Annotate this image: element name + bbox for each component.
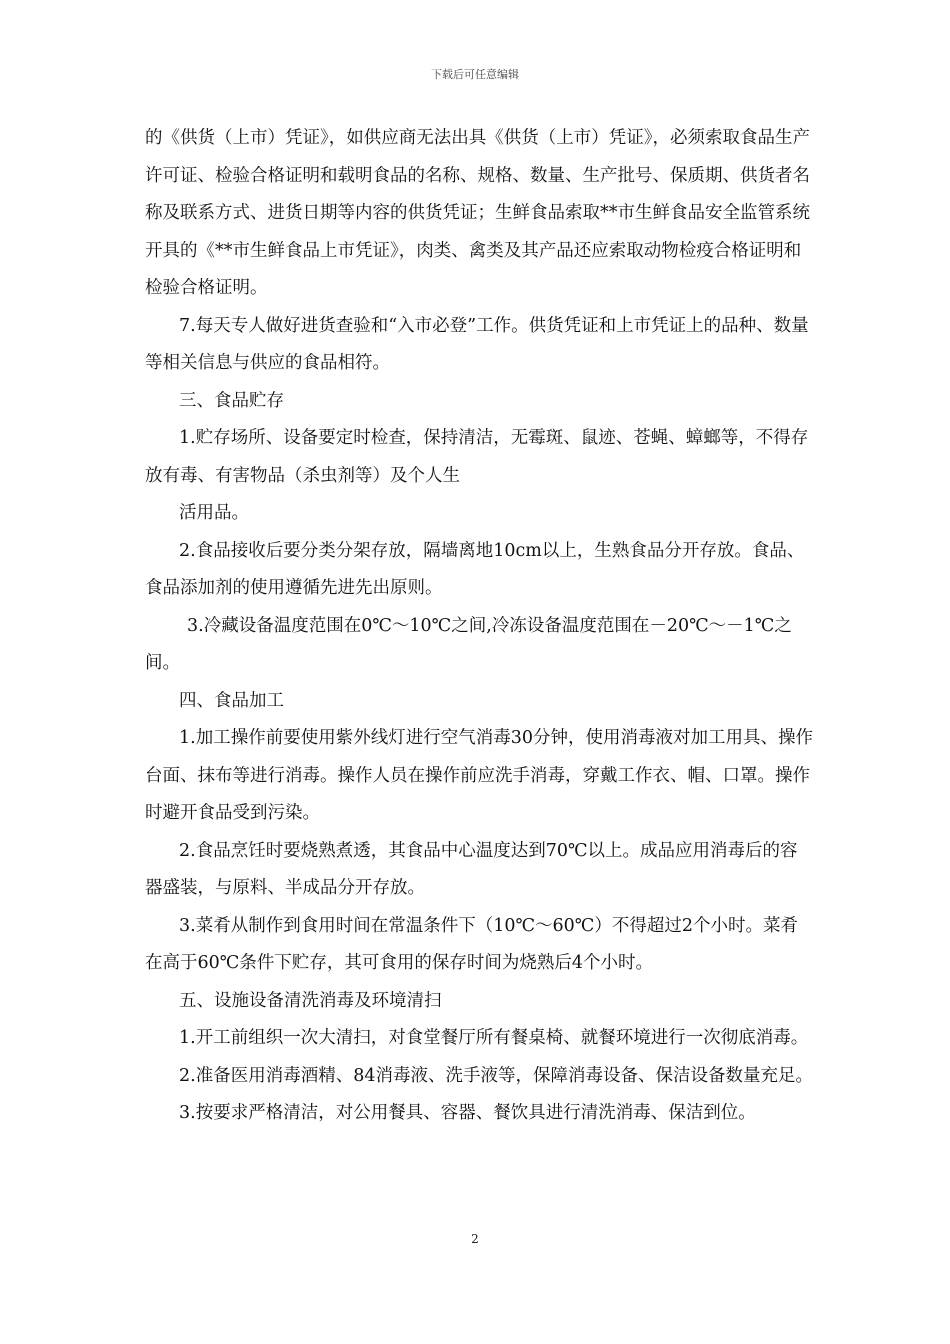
document-body — [145, 120, 815, 1133]
page-header: 下载后可任意编辑 — [431, 68, 519, 81]
paragraph: 3.按要求严格清洁，对公用餐具、容器、餐饮具进行清洗消毒、保洁到位。 — [179, 1103, 756, 1123]
paragraph: 2.准备医用消毒酒精、84消毒液、洗手液等，保障消毒设备、保洁设备数量充足。 — [179, 1065, 813, 1086]
section-heading: 三、食品贮存 — [179, 390, 284, 411]
paragraph: 2.食品接收后要分类分架存放，隔墙离地10cm以上，生熟食品分开存放。食品、食品添加剂的使用遵循先进先出原则。 — [145, 540, 805, 598]
paragraph: 1.加工操作前要使用紫外线灯进行空气消毒30分钟，使用消毒液对加工用具、操作台面、抹布等进行消毒。操作人员在操作前应洗手消毒，穿戴工作衣、帽、口罩。操作时避开食品受到污染。 — [145, 728, 813, 823]
paragraph: 1.开工前组织一次大清扫，对食堂餐厅所有餐桌椅、就餐环境进行一次彻底消毒。 — [179, 1028, 809, 1048]
paragraph: 活用品。 — [179, 503, 249, 523]
paragraph: 7.每天专人做好进货查验和“入市必登”工作。供货凭证和上市凭证上的品种、数量等相关信息与供应的食品相符。 — [145, 315, 809, 373]
paragraph: 的《供货（上市）凭证》，如供应商无法出具《供货（上市）凭证》，必须索取食品生产许可证、检验合格证明和载明食品的名称、规格、数量、生产批号、保质期、供货者名称及联系方式、进货日期等内容的供货凭证；生鲜食品索取**市生鲜食品安全监管系统开具的《**市生鲜食品上市凭证》，肉类、禽类及其产品还应索取动物检疫合格证明和检验合格证明。 — [145, 128, 810, 298]
section-heading: 四、食品加工 — [179, 690, 284, 711]
section-heading: 五、设施设备清洗消毒及环境清扫 — [179, 990, 442, 1011]
paragraph: 3.菜肴从制作到食用时间在常温条件下（10℃～60℃）不得超过2个小时。菜肴在高于60℃条件下贮存，其可食用的保存时间为烧熟后4个小时。 — [145, 915, 799, 973]
paragraph: 3.冷藏设备温度范围在0℃～10℃之间,冷冻设备温度范围在－20℃～－1℃之间。 — [145, 615, 792, 673]
page-number: 2 — [471, 1232, 479, 1246]
paragraph: 2.食品烹饪时要烧熟煮透，其食品中心温度达到70℃以上。成品应用消毒后的容器盛装，与原料、半成品分开存放。 — [145, 840, 798, 898]
paragraph: 1.贮存场所、设备要定时检查，保持清洁，无霉斑、鼠迹、苍蝇、蟑螂等，不得存放有毒、有害物品（杀虫剂等）及个人生 — [145, 428, 809, 486]
